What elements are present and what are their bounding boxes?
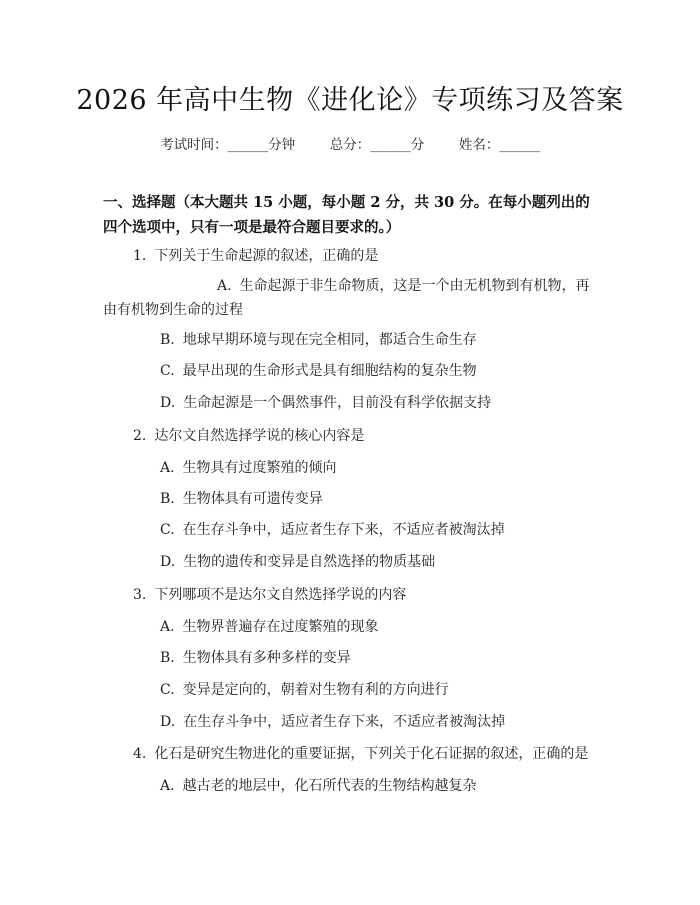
question-1-option-c <box>160 360 477 380</box>
question-number: 4. <box>133 746 147 762</box>
option-label: D. <box>160 714 176 730</box>
question-3-option-b <box>160 647 351 667</box>
question-3-option-c <box>160 679 449 699</box>
option-text: 生物界普遍存在过度繁殖的现象 <box>182 619 379 635</box>
option-text: 生物体具有多种多样的变异 <box>182 650 351 666</box>
option-text: 生物体具有可遗传变异 <box>182 491 323 507</box>
option-text: 越古老的地层中，化石所代表的生物结构越复杂 <box>182 778 477 794</box>
option-label: A. <box>160 778 175 794</box>
question-3-option-d <box>160 711 505 731</box>
question-4-option-a <box>160 775 477 795</box>
page-title: 2026 年高中生物《进化论》专项练习及答案 <box>76 85 624 116</box>
question-1-option-a <box>103 274 603 322</box>
option-text: 生物的遗传和变异是自然选择的物质基础 <box>183 554 436 570</box>
question-number: 2. <box>133 428 147 444</box>
question-number: 3. <box>133 587 147 603</box>
question-stem: 达尔文自然选择学说的核心内容是 <box>154 428 365 444</box>
total-score-field: 总分：______分 <box>329 137 425 153</box>
question-3 <box>133 584 406 604</box>
option-label: B. <box>160 491 175 507</box>
question-stem: 下列哪项不是达尔文自然选择学说的内容 <box>154 587 407 603</box>
option-text: 在生存斗争中，适应者生存下来，不适应者被淘汰掉 <box>183 714 506 730</box>
exam-time-field: 考试时间：______分钟 <box>160 137 296 153</box>
option-text: 地球早期环境与现在完全相同，都适合生命生存 <box>182 332 477 348</box>
option-text: 变异是定向的，朝着对生物有利的方向进行 <box>182 682 449 698</box>
question-2-option-c <box>160 519 505 539</box>
question-stem: 下列关于生命起源的叙述，正确的是 <box>154 248 379 264</box>
exam-meta <box>0 133 700 153</box>
option-text: 生命起源于非生命物质，这是一个由无机物到有机物，再由有机物到生命的过程 <box>103 278 590 318</box>
question-1 <box>133 245 378 265</box>
question-3-option-a <box>160 616 379 636</box>
question-4 <box>133 743 588 763</box>
option-label: C. <box>160 522 175 538</box>
option-text: 生物具有过度繁殖的倾向 <box>182 460 337 476</box>
option-label: D. <box>160 554 176 570</box>
question-2-option-d <box>160 551 435 571</box>
student-name-field: 姓名：______ <box>458 137 540 153</box>
section-heading: 一、选择题（本大题共 15 小题，每小题 2 分，共 30 分。在每小题列出的四个选项中，只有一项是最符合题目要求的。） <box>103 194 590 236</box>
question-stem: 化石是研究生物进化的重要证据，下列关于化石证据的叙述，正确的是 <box>154 746 589 762</box>
option-text: 在生存斗争中，适应者生存下来，不适应者被淘汰掉 <box>182 522 505 538</box>
option-label: D. <box>160 395 176 411</box>
option-label: B. <box>160 650 175 666</box>
question-2 <box>133 425 364 445</box>
option-label: B. <box>160 332 175 348</box>
question-1-option-b <box>160 329 477 349</box>
question-number: 1. <box>133 248 147 264</box>
question-1-option-d <box>160 392 491 412</box>
question-2-option-b <box>160 488 323 508</box>
option-text: 生命起源是一个偶然事件，目前没有科学依据支持 <box>183 395 492 411</box>
option-label: C. <box>160 363 175 379</box>
option-text: 最早出现的生命形式是具有细胞结构的复杂生物 <box>182 363 477 379</box>
option-label: A. <box>160 619 175 635</box>
question-2-option-a <box>160 457 337 477</box>
option-label: C. <box>160 682 175 698</box>
option-label: A. <box>217 278 232 294</box>
option-label: A. <box>160 460 175 476</box>
